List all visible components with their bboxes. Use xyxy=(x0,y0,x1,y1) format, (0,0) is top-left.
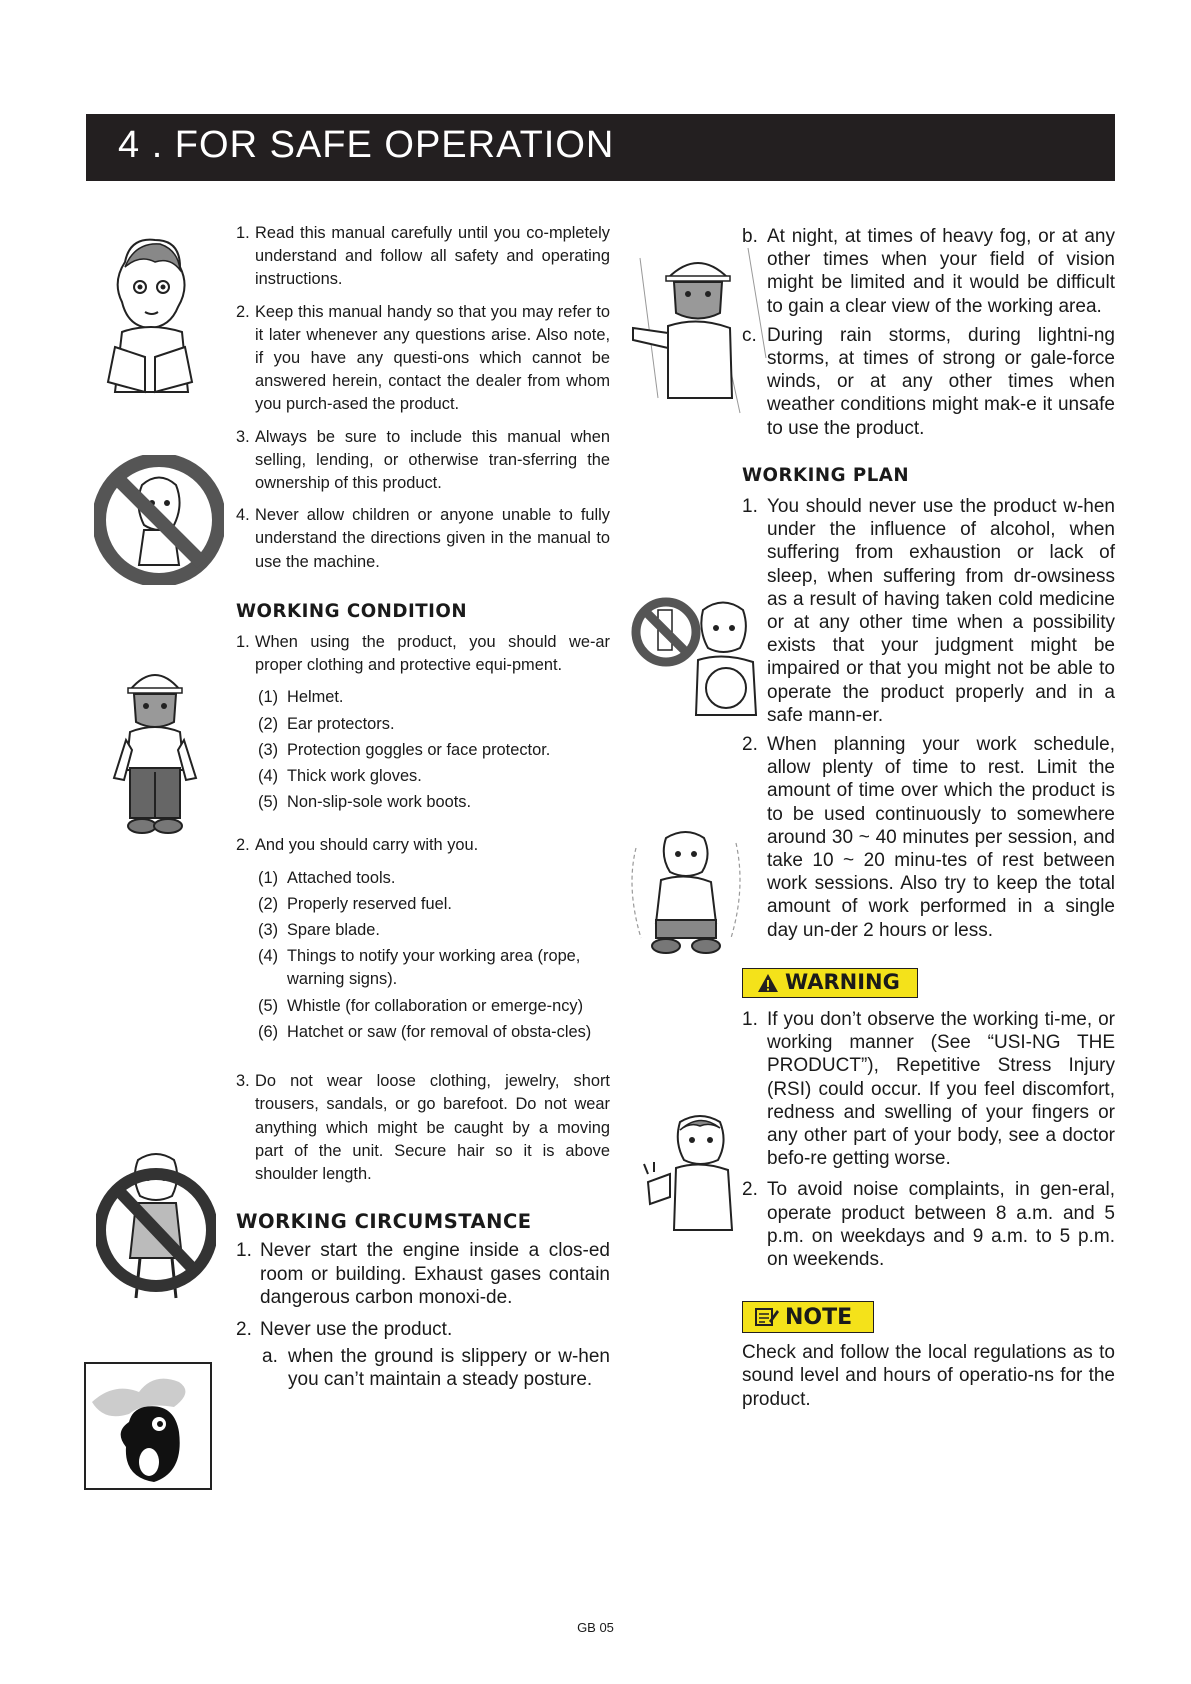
intro-item-3: 3. Always be sure to include this manual when selling, lending, or otherwise tran-sferring the ownership of this product. xyxy=(236,427,610,493)
page-number: GB 05 xyxy=(577,1620,614,1635)
working-condition-item-3: 3. Do not wear loose clothing, jewelry, short trousers, sandals, or go barefoot. Do not wear anything which might be caught by a moving part of the unit. Secure hair so it is above shoulder length. xyxy=(236,1072,610,1183)
no-loose-clothing-illustration xyxy=(96,1148,216,1308)
list-item: (4) Thick work gloves. xyxy=(258,767,422,786)
note-label: NOTE xyxy=(742,1301,874,1333)
list-item: (2) Properly reserved fuel. xyxy=(258,894,452,913)
section-title: 4 . FOR SAFE OPERATION xyxy=(118,124,615,166)
working-plan-item-2: 2. When planning your work schedule, allow plenty of time to rest. Limit the amount of time over which the product is to be used continuously to somewhere around 30 ~ 40 minutes per session, and take 10 ~ 20 minu-tes of rest between work sessions. Also try to keep the total amount of work performed in a single day un-der 2 hours or less. xyxy=(742,734,1115,941)
circumstance-item-1: 1. Never start the engine inside a clos-ed room or building. Exhaust gases contain dangerous carbon monoxi-de. xyxy=(236,1240,610,1308)
left-column xyxy=(236,222,610,1401)
working-circumstance-list xyxy=(236,1239,610,1391)
warning-item-1: 1. If you don’t observe the working ti-me, or working manner (See “USI-NG THE PRODUCT”), Repetitive Stress Injury (RSI) could occur. If you feel discomfort, redness and swelling of your fingers or any other part of your body, see a doctor befo-re getting worse. xyxy=(742,1008,1115,1170)
list-item: (5) Non-slip-sole work boots. xyxy=(258,793,472,812)
tired-resting-worker-illustration xyxy=(626,828,746,958)
section-title-banner xyxy=(86,114,1115,181)
circumstance-item-2: 2. Never use the product. xyxy=(236,1318,453,1340)
exhaust-gas-hazard-illustration xyxy=(84,1362,212,1490)
warning-triangle-icon xyxy=(757,973,779,993)
working-condition-heading: WORKING CONDITION xyxy=(236,600,468,622)
list-item: (1) Attached tools. xyxy=(258,868,396,887)
note-text: Check and follow the local regulations as to sound level and hours of operatio-ns for the product. xyxy=(742,1342,1115,1410)
circumstance-item-2b: b. At night, at times of heavy fog, or at any other times when your field of vision might be limited and it would be difficult to gain a clear view of the working area. xyxy=(742,226,1115,317)
no-children-illustration xyxy=(94,455,224,585)
reading-boy-illustration xyxy=(100,232,200,402)
working-condition-item-2: 2. And you should carry with you. xyxy=(236,836,479,855)
circumstance-item-2a: a. when the ground is slippery or w-hen you can’t maintain a steady posture. xyxy=(262,1346,610,1391)
list-item: (2) Ear protectors. xyxy=(258,714,395,733)
note-pad-icon xyxy=(755,1307,779,1327)
intro-item-1: 1. Read this manual carefully until you co-mpletely understand and follow all safety and operating instructions. xyxy=(236,224,610,289)
rsi-pain-illustration xyxy=(640,1112,750,1232)
list-item: (4) Things to notify your working area (rope, warning signs). xyxy=(258,947,581,989)
working-plan-item-1: 1. You should never use the product w-hen under the influence of alcohol, when suffering from exhaustion or lack of sleep, when suffering from dr-owsiness as a result of having taken cold medicine or at any other time when a possibility exists that your judgment might be impaired or that you might not be able to operate the product properly and in a safe mann-er. xyxy=(742,496,1115,726)
working-circumstance-heading: WORKING CIRCUMSTANCE xyxy=(236,1210,532,1234)
warning-label: WARNING xyxy=(742,968,918,998)
working-plan-heading: WORKING PLAN xyxy=(742,464,910,486)
intro-item-2: 2. Keep this manual handy so that you may refer to it later whenever any questions arise. Also note, if you have any questi-ons which cannot be answered herein, contact the dealer from whom you purch-ased the product. xyxy=(236,302,610,414)
list-item: (6) Hatchet or saw (for removal of obsta-cles) xyxy=(258,1022,592,1041)
protective-equipment-list xyxy=(258,686,610,814)
circumstance-item-2c: c. During rain storms, during lightni-ng storms, at times of strong or gale-force winds, or at any other times when weather conditions might mak-e it unsafe to use the product. xyxy=(742,324,1115,439)
intro-item-4: 4. Never allow children or anyone unable to fully understand the directions given in the manual to use the machine. xyxy=(236,506,610,571)
protective-gear-worker-illustration xyxy=(110,660,200,840)
carry-items-list xyxy=(258,867,610,1044)
warning-item-2: 2. To avoid noise complaints, in gen-eral, operate product between 8 a.m. and 5 p.m. on weekdays and 9 a.m. to 5 p.m. on weekends. xyxy=(742,1179,1115,1270)
right-column xyxy=(742,225,1115,1411)
list-item: (5) Whistle (for collaboration or emerge-ncy) xyxy=(258,996,584,1015)
list-item: (3) Spare blade. xyxy=(258,921,380,940)
working-condition-item-1: 1. When using the product, you should we-ar proper clothing and protective equi-pment. xyxy=(236,633,610,675)
list-item: (3) Protection goggles or face protector. xyxy=(258,740,551,759)
list-item: (1) Helmet. xyxy=(258,688,344,707)
